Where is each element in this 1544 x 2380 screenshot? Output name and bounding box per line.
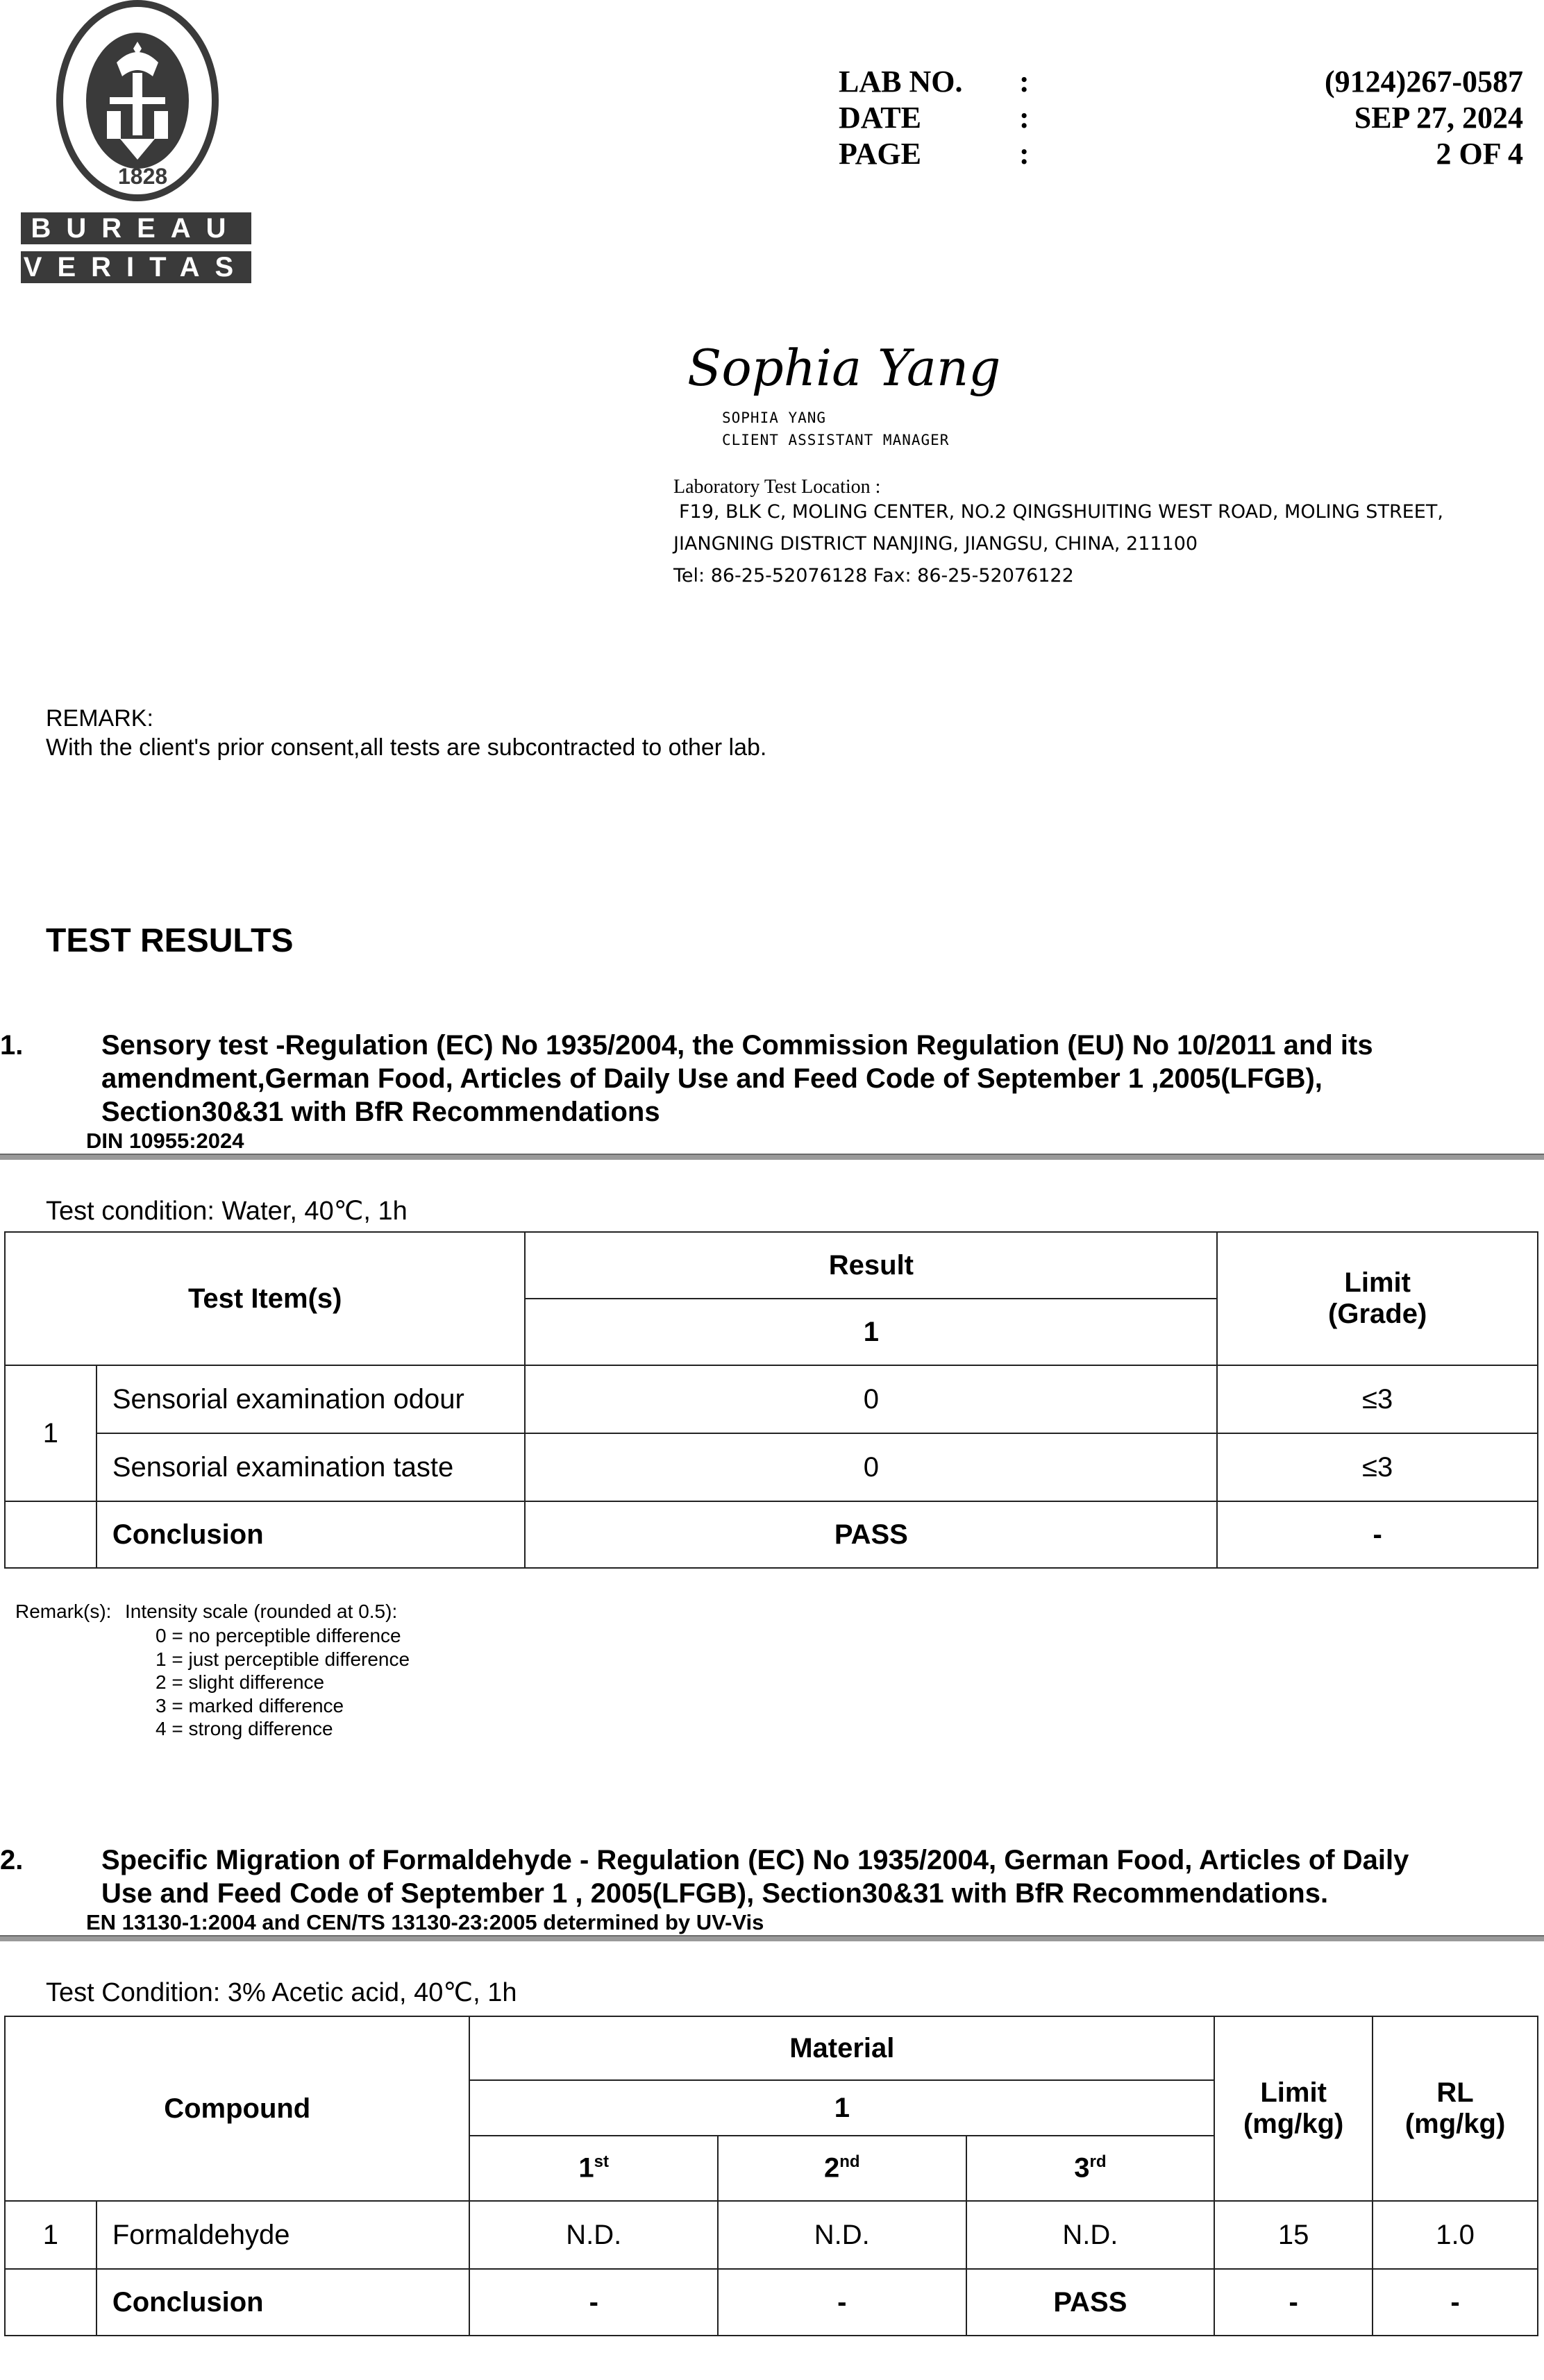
scale-item: 2 = slight difference: [156, 1671, 325, 1693]
section-1-condition: Test condition: Water, 40℃, 1h: [46, 1197, 408, 1226]
ordinal-suffix: rd: [1089, 2152, 1107, 2172]
scale-item: 3 = marked difference: [156, 1694, 344, 1716]
scale-item: 1 = just perceptible difference: [156, 1648, 410, 1670]
bureau-veritas-logo: [21, 0, 254, 286]
col-result-sample: 1: [525, 1299, 1217, 1365]
date-value: SEP 27, 2024: [1354, 101, 1523, 135]
location-phone: Tel: 86-25-52076128 Fax: 86-25-52076122: [673, 565, 1074, 586]
migration-number: 3: [1074, 2152, 1090, 2184]
page-value: 2 OF 4: [1436, 137, 1523, 171]
table-row: [5, 1433, 1538, 1501]
section-1-method: DIN 10955:2024: [86, 1129, 244, 1153]
test-item-cell: Sensorial examination taste: [96, 1433, 526, 1501]
col-limit-grade: [1217, 1232, 1538, 1365]
compound-cell: Formaldehyde: [96, 2201, 470, 2269]
lab-no-label: LAB NO.: [839, 65, 963, 99]
migration-1-cell: N.D.: [469, 2201, 718, 2269]
lab-no-colon: :: [1019, 65, 1030, 99]
remarks-label: Remark(s):: [15, 1601, 112, 1622]
migration-number: 1: [578, 2152, 594, 2184]
migration-3-cell: N.D.: [966, 2201, 1215, 2269]
remark-text: With the client's prior consent,all tests are subcontracted to other lab.: [46, 734, 767, 761]
col-test-items: Test Item(s): [5, 1232, 525, 1365]
location-line-1: F19, BLK C, MOLING CENTER, NO.2 QINGSHUITING WEST ROAD, MOLING STREET,: [679, 501, 1443, 523]
conclusion-migration-1: -: [469, 2269, 718, 2336]
page-colon: :: [1019, 137, 1030, 171]
section-1-title-line-2: amendment,German Food, Articles of Daily Use and Feed Code of September 1 ,2005(LFGB),: [101, 1063, 1323, 1094]
conclusion-row: [5, 1501, 1538, 1568]
logo-year: 1828: [118, 164, 168, 189]
limit-cell: ≤3: [1217, 1433, 1538, 1501]
section-2-title: [101, 1843, 1532, 1910]
col-rl-label: RL: [1436, 2077, 1474, 2108]
sensory-results-table: [4, 1231, 1538, 1569]
section-2-method: EN 13130-1:2004 and CEN/TS 13130-23:2005 determined by UV-Vis: [86, 1910, 764, 1934]
col-rl: [1373, 2016, 1538, 2201]
col-limit: [1214, 2016, 1373, 2201]
col-migration-3: [966, 2136, 1215, 2201]
section-1-title-line-3: Section30&31 with BfR Recommendations: [101, 1097, 660, 1127]
section-2-title-line-2: Use and Feed Code of September 1 , 2005(LFGB), Section30&31 with BfR Recommendations.: [101, 1878, 1329, 1909]
scale-item: 4 = strong difference: [156, 1718, 333, 1739]
col-result: Result: [525, 1232, 1217, 1299]
conclusion-rl: -: [1373, 2269, 1538, 2336]
conclusion-migration-3: PASS: [966, 2269, 1215, 2336]
col-limit-label: Limit: [1344, 1267, 1411, 1298]
section-2-title-line-1: Specific Migration of Formaldehyde - Regulation (EC) No 1935/2004, German Food, Articles of Daily: [101, 1845, 1409, 1875]
col-rl-unit: (mg/kg): [1404, 2109, 1506, 2139]
signature-title: CLIENT ASSISTANT MANAGER: [722, 432, 950, 448]
date-colon: :: [1019, 101, 1030, 135]
lab-no-value: (9124)267-0587: [1325, 65, 1523, 99]
conclusion-migration-2: -: [718, 2269, 966, 2336]
conclusion-result: PASS: [525, 1501, 1217, 1568]
col-migration-1: [469, 2136, 718, 2201]
migration-2-cell: N.D.: [718, 2201, 966, 2269]
conclusion-row: [5, 2269, 1538, 2336]
section-1-divider: [0, 1154, 1544, 1160]
empty-cell: [5, 2269, 96, 2336]
col-material: Material: [469, 2016, 1214, 2080]
table-row: [5, 2201, 1538, 2269]
col-limit-label: Limit: [1260, 2077, 1327, 2108]
section-2-number: 2.: [0, 1845, 24, 1875]
empty-cell: [5, 1501, 96, 1568]
remarks-intro: Intensity scale (rounded at 0.5):: [125, 1601, 398, 1622]
limit-cell: ≤3: [1217, 1365, 1538, 1433]
ordinal-suffix: nd: [839, 2152, 860, 2172]
row-number: 1: [5, 2201, 96, 2269]
col-compound: Compound: [5, 2016, 469, 2201]
intensity-scale-list: [156, 1624, 410, 1741]
location-title: Laboratory Test Location :: [673, 476, 881, 498]
location-line-2: JIANGNING DISTRICT NANJING, JIANGSU, CHINA, 211100: [673, 533, 1198, 555]
section-2-condition: Test Condition: 3% Acetic acid, 40℃, 1h: [46, 1978, 517, 2007]
col-limit-unit: (mg/kg): [1243, 2109, 1344, 2139]
conclusion-limit: -: [1217, 1501, 1538, 1568]
result-cell: 0: [525, 1433, 1217, 1501]
result-cell: 0: [525, 1365, 1217, 1433]
page-label: PAGE: [839, 137, 921, 171]
test-results-heading: TEST RESULTS: [46, 922, 294, 959]
conclusion-limit: -: [1214, 2269, 1373, 2336]
logo-wordmark-1: BUREAU: [21, 212, 251, 244]
logo-wordmark-2: VERITAS: [21, 251, 251, 283]
migration-number: 2: [824, 2152, 840, 2184]
test-item-cell: Sensorial examination odour: [96, 1365, 526, 1433]
col-grade-label: (Grade): [1328, 1299, 1427, 1329]
table-row: [5, 1365, 1538, 1433]
signature-script: Sophia Yang: [687, 339, 1001, 397]
conclusion-label: Conclusion: [96, 1501, 526, 1568]
limit-cell: 15: [1214, 2201, 1373, 2269]
formaldehyde-results-table: [4, 2016, 1538, 2336]
date-label: DATE: [839, 101, 921, 135]
scale-item: 0 = no perceptible difference: [156, 1625, 401, 1646]
col-material-sample: 1: [469, 2080, 1214, 2136]
section-2-divider: [0, 1935, 1544, 1941]
section-1-title: [101, 1029, 1525, 1129]
row-group-number: 1: [5, 1365, 96, 1501]
ordinal-suffix: st: [594, 2152, 610, 2172]
section-1-number: 1.: [0, 1030, 24, 1061]
conclusion-label: Conclusion: [96, 2269, 470, 2336]
signature-name: SOPHIA YANG: [722, 410, 827, 426]
rl-cell: 1.0: [1373, 2201, 1538, 2269]
col-migration-2: [718, 2136, 966, 2201]
section-1-title-line-1: Sensory test -Regulation (EC) No 1935/2004, the Commission Regulation (EU) No 10/2011 and its: [101, 1030, 1373, 1061]
remark-label: REMARK:: [46, 705, 153, 732]
